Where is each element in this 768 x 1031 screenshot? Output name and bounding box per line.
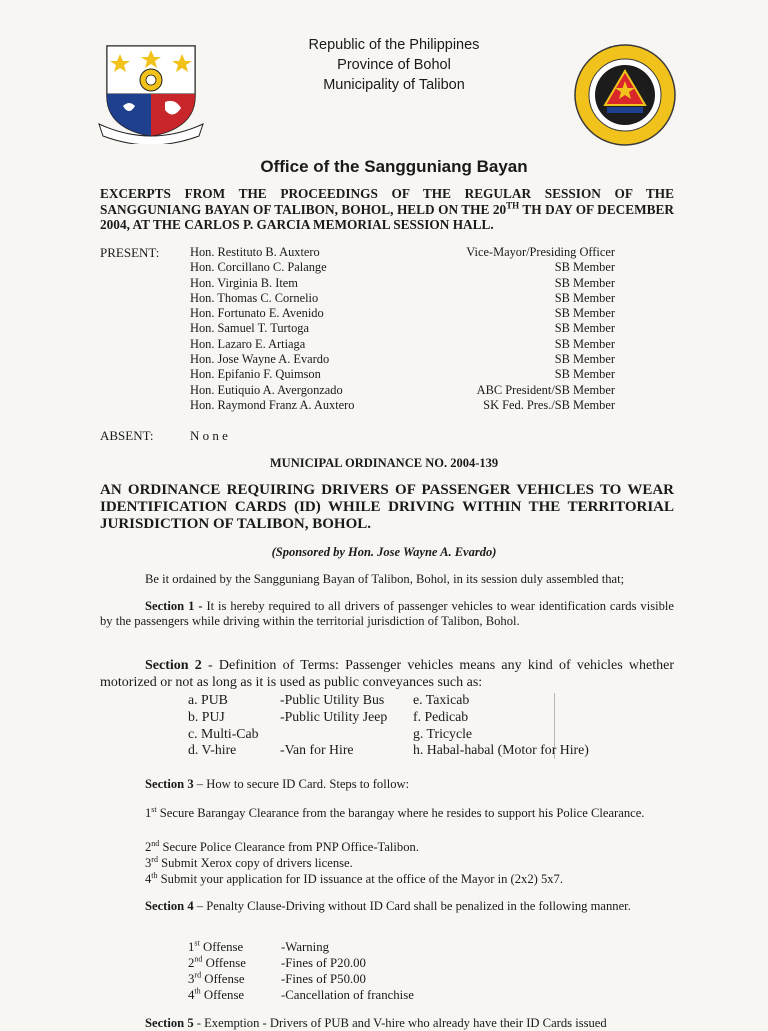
offense-label: 3rd Offense [188,970,245,986]
header-municipality: Municipality of Talibon [323,77,465,93]
member-name: Hon. Samuel T. Turtoga [190,321,309,336]
member-name: Hon. Thomas C. Cornelio [190,290,319,305]
member-role: SB Member [554,321,615,336]
vehicle-code: a. PUB [188,692,228,707]
section-3: Section 3 – How to secure ID Card. Steps to follow: [145,777,410,791]
member-role: SB Member [554,336,615,351]
members-names [190,245,355,413]
vehicle-right: g. Tricycle [413,725,473,741]
member-name: Hon. Fortunato E. Avenido [190,306,324,321]
office-title: Office of the Sangguniang Bayan [260,157,528,176]
section-1-label: Section 1 - [145,599,203,613]
step-3: 3rd Submit Xerox copy of drivers license. [145,854,353,870]
proceedings-excerpt: EXCERPTS FROM THE PROCEEDINGS OF THE REGULAR SESSION OF THE SANGGUNIANG BAYAN OF TALIBON, BOHOL, HELD ON THE 20TH TH DAY OF DECEMBER 2004, AT THE CARLOS P. GARCIA MEMORIAL SESSION HALL. [100,186,674,232]
offense-penalty: -Warning [281,940,330,954]
offense-label: 4th Offense [188,986,245,1002]
header-republic: Republic of the Philippines [308,37,480,53]
member-name: Hon. Raymond Franz A. Auxtero [190,397,355,412]
step-1: 1st Secure Barangay Clearance from the barangay where he resides to support his Police Clearance. [145,804,645,820]
offense-labels [188,939,246,1003]
absent-label: ABSENT: [100,428,154,443]
offense-label: 1st Offense [188,938,244,954]
offense-penalty: -Fines of P50.00 [281,972,366,986]
offense-penalty: -Cancellation of franchise [281,988,414,1002]
ordinance-title: AN ORDINANCE REQUIRING DRIVERS OF PASSENGER VEHICLES TO WEAR IDENTIFICATION CARDS (ID) WHILE DRIVING WITHIN THE TERRITORIAL JURISDICTION OF TALIBON, BOHOL. [100,482,674,532]
member-name: Hon. Virginia B. Item [190,275,298,290]
section-4-label: Section 4 [145,899,194,913]
member-role: SB Member [554,352,615,367]
vehicle-right: e. Taxicab [413,692,470,707]
offense-penalties [281,939,414,1003]
vehicle-list-right [413,692,589,759]
section-5-label: Section 5 [145,1016,194,1030]
member-name: Hon. Lazaro E. Artiaga [190,336,306,351]
vehicle-desc [280,726,387,743]
talibon-seal [573,43,677,152]
section-1: Section 1 - It is hereby required to all drivers of passenger vehicles to wear identification cards visible by the passengers while driving within the territorial jurisdiction of Talibon, Bohol. [100,599,674,629]
ordained-clause: Be it ordained by the Sangguniang Bayan of Talibon, Bohol, in its session duly assembled that; [145,572,625,586]
vehicle-desc: -Public Utility Jeep [280,708,388,724]
section-3-label: Section 3 [145,777,194,791]
member-role: SB Member [554,306,615,321]
member-name: Hon. Restituto B. Auxtero [190,245,320,259]
member-name: Hon. Eutiquio A. Avergonzado [190,382,343,397]
member-role: SB Member [554,260,615,275]
member-role: SB Member [554,290,615,305]
section-4: Section 4 – Penalty Clause-Driving without ID Card shall be penalized in the following manner. [145,899,631,913]
offense-penalty: -Fines of P20.00 [281,956,366,970]
vehicle-code: c. Multi-Cab [188,725,259,741]
section-2: Section 2 - Definition of Terms: Passenger vehicles means any kind of vehicles whether motorized or not as long as it is used as public conveyances such as: [100,658,675,690]
member-name: Hon. Jose Wayne A. Evardo [190,352,330,367]
header-province: Province of Bohol [337,57,451,73]
section-5: Section 5 - Exemption - Drivers of PUB and V-hire who already have their ID Cards issued [145,1016,607,1030]
member-role: SB Member [554,367,615,382]
members-roles [420,245,615,413]
member-role: ABC President/SB Member [476,382,615,397]
vehicle-list-codes [188,692,259,759]
vehicle-desc: -Van for Hire [280,742,354,758]
member-role: Vice-Mayor/Presiding Officer [466,245,615,259]
present-label: PRESENT: [100,245,160,260]
absent-value: N o n e [190,428,228,443]
member-role: SK Fed. Pres./SB Member [483,397,615,412]
member-name: Hon. Corcillano C. Palange [190,260,327,275]
vehicle-right: f. Pedicab [413,708,469,724]
ordinance-number: MUNICIPAL ORDINANCE NO. 2004-139 [269,456,499,470]
vehicle-code: b. PUJ [188,708,225,724]
section-2-label: Section 2 [145,658,202,673]
vehicle-desc: -Public Utility Bus [280,692,385,707]
vehicle-right: h. Habal-habal (Motor for Hire) [413,742,589,758]
vehicle-code: d. V-hire [188,742,237,758]
member-name: Hon. Epifanio F. Quimson [190,367,321,382]
sponsor-line: (Sponsored by Hon. Jose Wayne A. Evardo) [271,545,497,559]
step-4: 4th Submit your application for ID issuance at the office of the Mayor in (2x2) 5x7. [145,870,563,886]
step-2: 2nd Secure Police Clearance from PNP Office-Talibon. [145,838,419,854]
member-role: SB Member [554,275,615,290]
offense-label: 2nd Offense [188,954,246,970]
vehicle-list-descs [280,692,387,759]
